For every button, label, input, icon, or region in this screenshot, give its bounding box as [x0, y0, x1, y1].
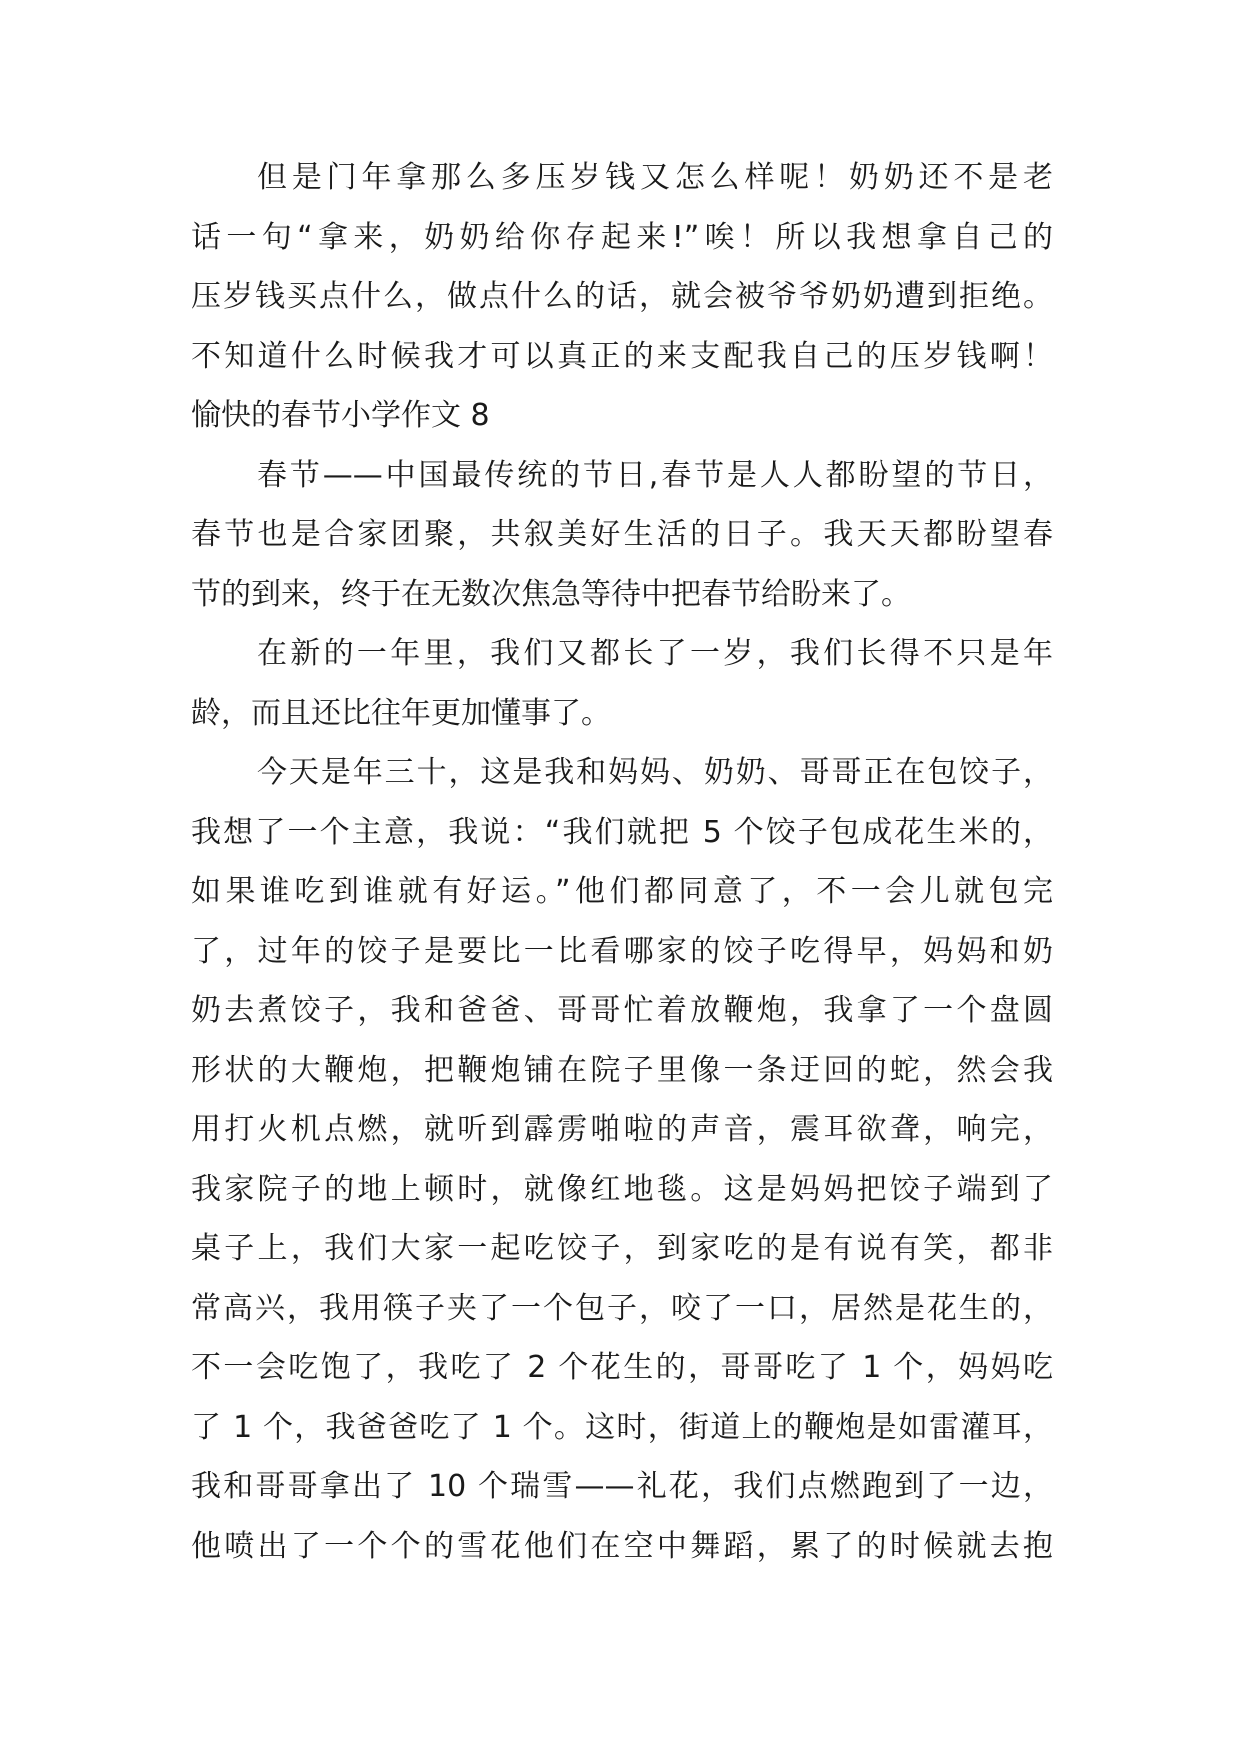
- section-heading: 愉快的春节小学作文 8: [191, 398, 490, 433]
- text-line: 我和哥哥拿出了 10 个瑞雪——礼花，我们点燃跑到了一边，: [191, 1469, 1053, 1504]
- text-line: 了，过年的饺子是要比一比看哪家的饺子吃得早，妈妈和奶: [191, 933, 1053, 969]
- text-line: 奶去煮饺子，我和爸爸、哥哥忙着放鞭炮，我拿了一个盘圆: [191, 993, 1053, 1028]
- text-line: 今天是年三十，这是我和妈妈、奶奶、哥哥正在包饺子，: [257, 755, 1053, 790]
- text-line: 春节也是合家团聚，共叙美好生活的日子。我天天都盼望春: [191, 517, 1053, 552]
- document-body: [191, 148, 1053, 1576]
- text-line: 在新的一年里，我们又都长了一岁，我们长得不只是年: [257, 636, 1053, 671]
- text-line: 他喷出了一个个的雪花他们在空中舞蹈，累了的时候就去抱: [191, 1528, 1053, 1564]
- text-line: 龄，而且还比往年更加懂事了。: [191, 695, 611, 731]
- text-line: 如果谁吃到谁就有好运。”他们都同意了，不一会儿就包完: [191, 874, 1053, 909]
- text-line: 春节——中国最传统的节日,春节是人人都盼望的节日，: [257, 457, 1053, 493]
- text-line: 不一会吃饱了，我吃了 2 个花生的，哥哥吃了 1 个，妈妈吃: [191, 1350, 1053, 1385]
- text-line: 桌子上，我们大家一起吃饺子，到家吃的是有说有笑，都非: [191, 1231, 1053, 1266]
- text-line: 了 1 个，我爸爸吃了 1 个。这时，街道上的鞭炮是如雷灌耳，: [191, 1409, 1053, 1445]
- text-line: 形状的大鞭炮，把鞭炮铺在院子里像一条迂回的蛇，然会我: [191, 1052, 1053, 1088]
- text-line: 用打火机点燃，就听到霹雳啪啦的声音，震耳欲聋，响完，: [191, 1112, 1053, 1147]
- text-line: 话一句“拿来，奶奶给你存起来!”唉！所以我想拿自己的: [191, 219, 1053, 255]
- text-line: 节的到来，终于在无数次焦急等待中把春节给盼来了。: [191, 576, 911, 612]
- text-line: 我家院子的地上顿时，就像红地毯。这是妈妈把饺子端到了: [191, 1171, 1053, 1207]
- text-line: 我想了一个主意，我说：“我们就把 5 个饺子包成花生米的，: [191, 814, 1053, 850]
- text-line: 不知道什么时候我才可以真正的来支配我自己的压岁钱啊！: [191, 338, 1053, 374]
- text-line: 压岁钱买点什么，做点什么的话，就会被爷爷奶奶遭到拒绝。: [191, 279, 1053, 314]
- text-line: 常高兴，我用筷子夹了一个包子，咬了一口，居然是花生的，: [191, 1290, 1053, 1326]
- text-line: 但是门年拿那么多压岁钱又怎么样呢！奶奶还不是老: [257, 160, 1053, 195]
